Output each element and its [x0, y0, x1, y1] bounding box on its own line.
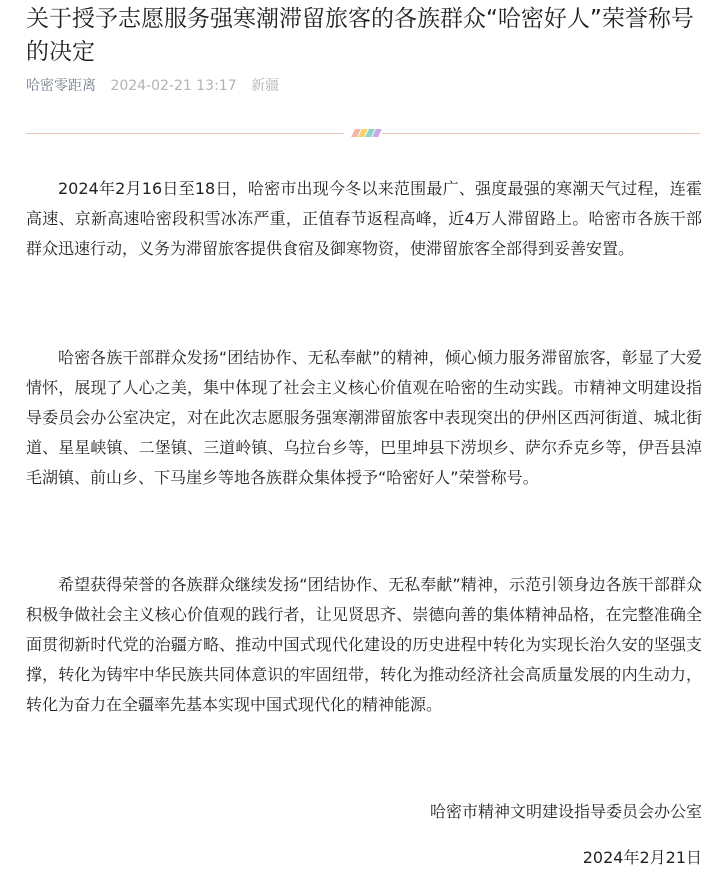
source-link[interactable]: 哈密零距离	[26, 78, 96, 94]
article-title: 关于授予志愿服务强寒潮滞留旅客的各族群众“哈密好人”荣誉称号的决定	[26, 6, 694, 65]
issuer-signature: 哈密市精神文明建设指导委员会办公室	[429, 802, 702, 821]
paragraph-3: 希望获得荣誉的各族群众继续发扬“团结协作、无私奉献”精神，示范引领身边各族干部群众积极争做社会主义核心价值观的践行者，让见贤思齐、崇德向善的集体精神品格，在完整准确全面贯彻新时代党的治疆方略、推动中国式现代化建设的历史进程中转化为实现长治久安的坚强支撑，转化为铸牢中华民族共同体意识的牢固纽带，转化为推动经济社会高质量发展的内生动力，转化为奋力在全疆率先基本实现中国式现代化的精神能源。	[26, 575, 702, 714]
publish-location: 新疆	[251, 78, 280, 94]
divider-line-right	[382, 133, 700, 134]
article-meta	[26, 76, 279, 96]
issue-date: 2024年2月21日	[582, 848, 702, 867]
publish-time: 2024-02-21 13:17	[110, 78, 237, 94]
paragraph-1: 2024年2月16日至18日，哈密市出现今冬以来范围最广、强度最强的寒潮天气过程，连霍高速、京新高速哈密段积雪冰冻严重，正值春节返程高峰，近4万人滞留路上。哈密市各族干部群众迅速行动，义务为滞留旅客提供食宿及御寒物资，使滞留旅客全部得到妥善安置。	[26, 179, 702, 258]
title-divider	[26, 126, 700, 138]
paragraph-2: 哈密各族干部群众发扬“团结协作、无私奉献”的精神，倾心倾力服务滞留旅客，彰显了大爱情怀，展现了人心之美，集中体现了社会主义核心价值观在哈密的生动实践。市精神文明建设指导委员会办公室决定，对在此次志愿服务强寒潮滞留旅客中表现突出的伊州区西河街道、城北街道、星星峡镇、二堡镇、三道岭镇、乌拉台乡等，巴里坤县下涝坝乡、萨尔乔克乡等，伊吾县淖毛湖镇、前山乡、下马崖乡等地各族群众集体授予“哈密好人”荣誉称号。	[26, 348, 702, 487]
divider-line-left	[26, 133, 344, 134]
